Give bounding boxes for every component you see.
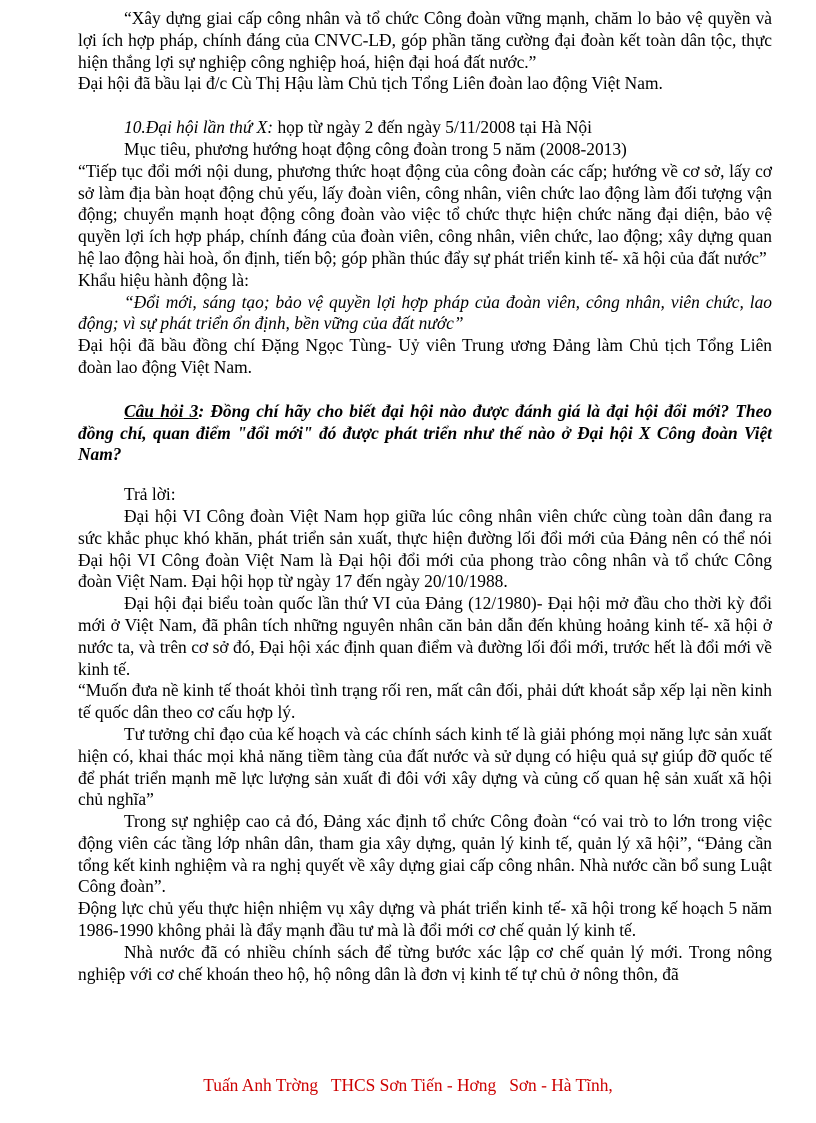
question-3 (78, 401, 772, 466)
paragraph-party-congress-6: Đại hội đại biểu toàn quốc lần thứ VI của Đảng (12/1980)- Đại hội mở đầu cho thời kỳ đổi mới ở Việt Nam, đã phân tích những nguyên nhân căn bản dẫn đến khủng hoảng kinh tế- xã hội ở nước ta, và trên cơ sở đó, Đại hội xác định quan điểm và đường lối đổi mới, trước hết là đổi mới về kinh tế. (78, 593, 772, 679)
document-body (78, 8, 772, 985)
paragraph-economy-quote: “Muốn đưa nề kinh tế thoát khỏi tình trạng rối ren, mất cân đối, phải dứt khoát sắp xếp lại nền kinh tế quốc dân theo cơ cấu hợp lý. (78, 680, 772, 723)
paragraph-state-policy: Nhà nước đã có nhiều chính sách để từng bước xác lập cơ chế quản lý mới. Trong nông nghiệp với cơ chế khoán theo hộ, hộ nông dân là đơn vị kinh tế tự chủ ở nông thôn, đã (78, 941, 772, 984)
spacer (78, 95, 772, 117)
paragraph-slogan: “Đổi mới, sáng tạo; bảo vệ quyền lợi hợp pháp của đoàn viên, công nhân, viên chức, lao động; vì sự phát triển ổn định, bền vững của đất nước” (78, 291, 772, 334)
question-3-text: : Đồng chí hãy cho biết đại hội nào được đánh giá là đại hội đổi mới? Theo đồng chí, quan điểm "đổi mới" đó được phát triển như thế nào ở Đại hội X Công đoàn Việt Nam? (78, 400, 772, 465)
spacer (78, 379, 772, 401)
paragraph-objectives: “Tiếp tục đổi mới nội dung, phương thức hoạt động của công đoàn các cấp; hướng về cơ sở, lấy cơ sở làm địa bàn hoạt động chủ yếu, lấy đoàn viên, công nhân, viên chức lao động làm đối tượng vận động; chuyển mạnh hoạt động công đoàn vào việc tổ chức thực hiện chức năng đại diện, bảo vệ quyền lợi ích hợp pháp, chính đáng của đoàn viên, công nhân, viên chức, lao động; xây dựng quan hệ lao động hài hoà, ổn định, tiến bộ; góp phần thúc đẩy sự phát triển kinh tế- xã hội của đất nước” (78, 160, 772, 268)
spacer (78, 466, 772, 484)
paragraph-objectives-heading: Mục tiêu, phương hướng hoạt động công đoàn trong 5 năm (2008-2013) (124, 138, 627, 159)
paragraph-slogan-heading: Khẩu hiệu hành động là: (78, 269, 249, 290)
paragraph-congress-10 (78, 117, 772, 139)
paragraph-guiding-ideology: Tư tưởng chỉ đạo của kế hoạch và các chính sách kinh tế là giải phóng mọi năng lực sản xuất hiện có, khai thác mọi khả năng tiềm tàng của đất nước và sử dụng có hiệu quả sự giúp đỡ quốc tế để phát triển mạnh mẽ lực lượng sản xuất đi đôi với xây dựng và củng cố quan hệ sản xuất xã hội chủ nghĩa” (78, 723, 772, 810)
paragraph-election-10: Đại hội đã bầu đồng chí Đặng Ngọc Tùng- Uỷ viên Trung ương Đảng làm Chủ tịch Tổng Liên đoàn lao động Việt Nam. (78, 335, 772, 377)
paragraph-election: Đại hội đã bầu lại đ/c Cù Thị Hậu làm Chủ tịch Tổng Liên đoàn lao động Việt Nam. (78, 73, 663, 94)
question-3-label: Câu hỏi 3 (124, 400, 199, 421)
paragraph-congress-6: Đại hội VI Công đoàn Việt Nam họp giữa lúc công nhân viên chức cùng toàn dân đang ra sức khắc phục khó khăn, phát triển sản xuất, thực hiện đường lối đổi mới của Đảng nên có thể nói Đại hội VI Công đoàn Việt Nam là Đại hội đổi mới của phong trào công nhân và tổ chức Công đoàn Việt Nam. Đại hội họp từ ngày 17 đến ngày 20/10/1988. (78, 505, 772, 592)
congress-10-heading: 10.Đại hội lần thứ X: (124, 117, 274, 138)
paragraph-driving-force: Động lực chủ yếu thực hiện nhiệm vụ xây dựng và phát triển kinh tế- xã hội trong kế hoạch 5 năm 1986-1990 không phải là đẩy mạnh đầu tư mà là đổi mới cơ chế quản lý kinh tế. (78, 898, 772, 941)
congress-10-date: họp từ ngày 2 đến ngày 5/11/2008 tại Hà Nội (273, 117, 592, 138)
answer-heading: Trả lời: (124, 484, 176, 505)
page-footer: Tuấn Anh Trờng THCS Sơn Tiến - Hơng Sơn - Hà Tĩnh, (203, 1075, 613, 1095)
paragraph-quote-goal: “Xây dựng giai cấp công nhân và tổ chức Công đoàn vững mạnh, chăm lo bảo vệ quyền và lợi ích hợp pháp, chính đáng của CNVC-LĐ, góp phần tăng cường đại đoàn kết toàn dân tộc, thực hiện thắng lợi sự nghiệp công nghiệp hoá, hiện đại hoá đất nước.” (78, 8, 772, 72)
paragraph-union-role: Trong sự nghiệp cao cả đó, Đảng xác định tổ chức Công đoàn “có vai trò to lớn trong việc động viên các tầng lớp nhân dân, tham gia xây dựng, quản lý kinh tế, quản lý xã hội”, “Đảng cần tổng kết kinh nghiệm và ra nghị quyết về xây dựng giai cấp công nhân. Nhà nước cần bổ sung Luật Công đoàn”. (78, 811, 772, 897)
